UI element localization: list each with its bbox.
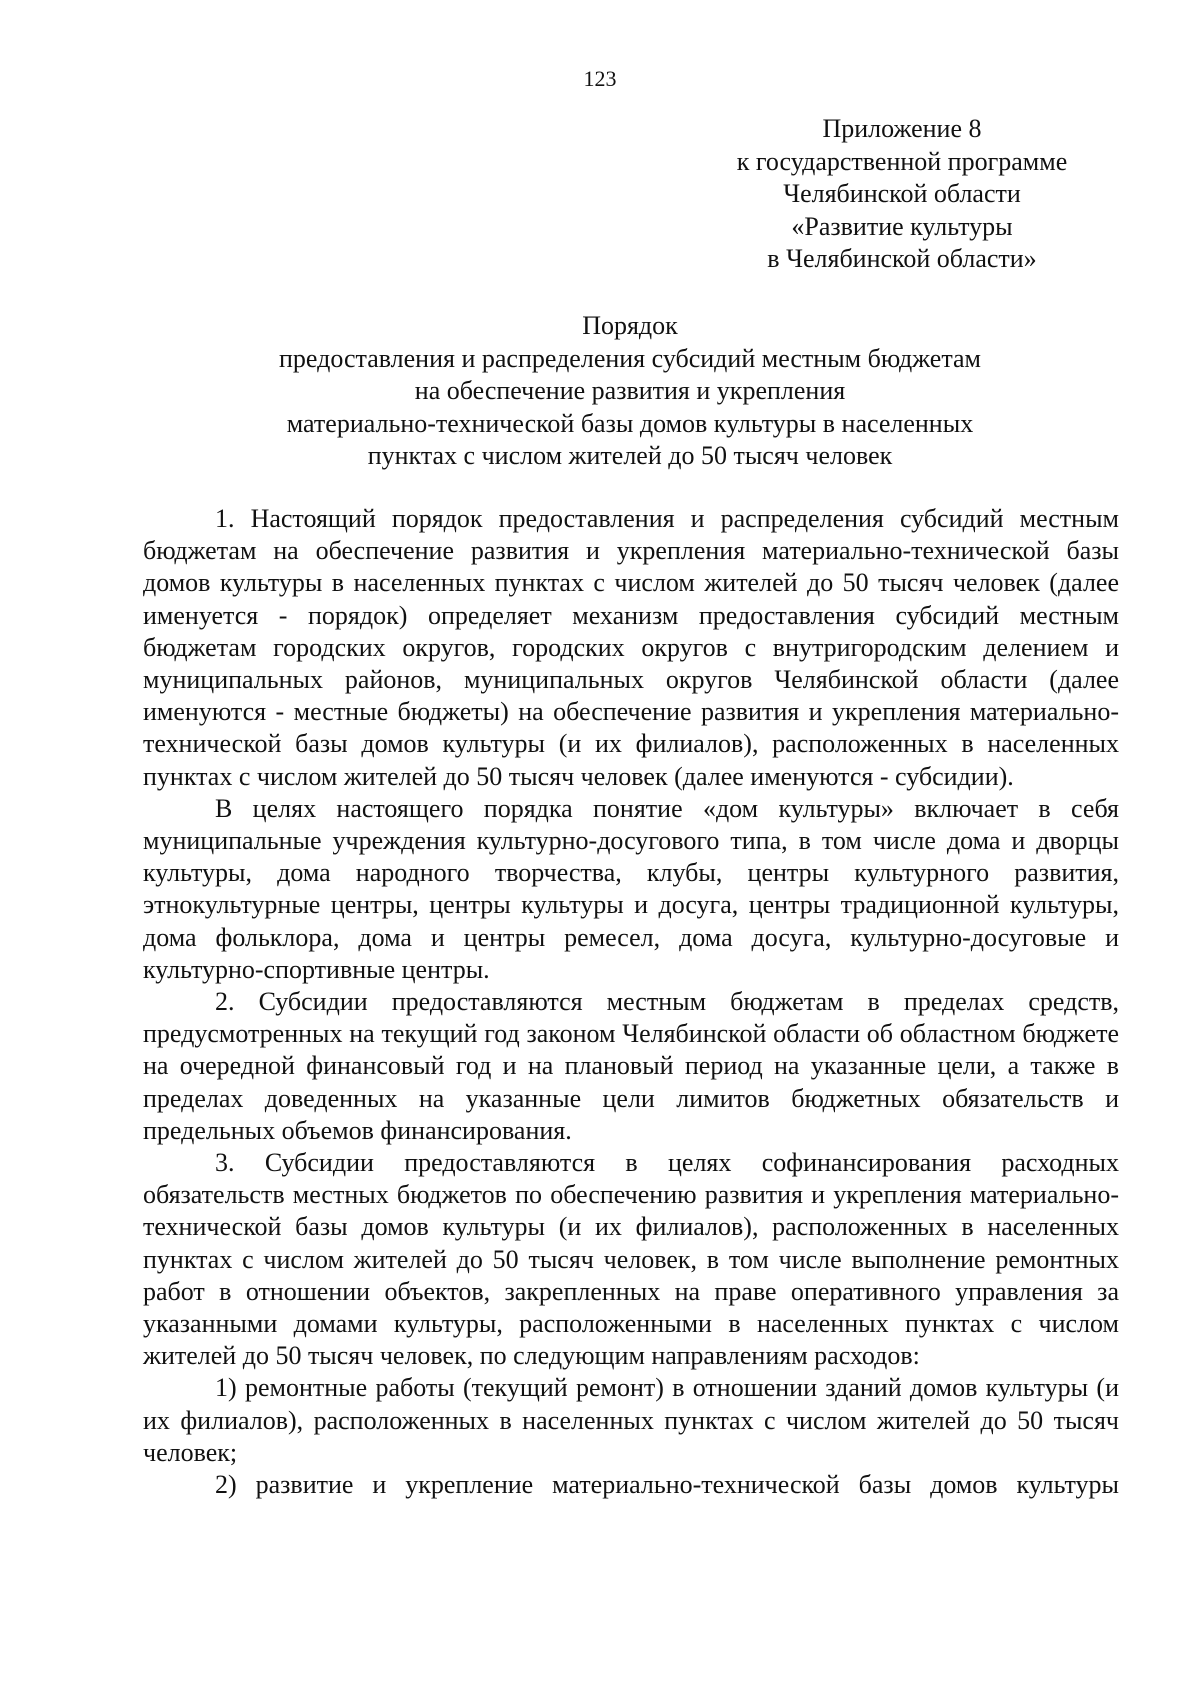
page-number: 123	[583, 66, 617, 91]
paragraph-6: 2) развитие и укрепление материально-технической базы домов культуры	[215, 1470, 1119, 1500]
document-title	[140, 310, 1120, 473]
paragraph-5: 1) ремонтные работы (текущий ремонт) в отношении зданий домов культуры (и их филиалов), расположенных в населенных пунктах с числом жителей до 50 тысяч человек;	[143, 1373, 1119, 1467]
title-line: Порядок	[582, 311, 678, 340]
paragraph-1: 1. Настоящий порядок предоставления и распределения субсидий местным бюджетам на обеспечение развития и укрепления материально-технической базы домов культуры в населенных пунктах с числом жителей до 50 тысяч человек (далее именуется - порядок) определяет механизм предоставления субсидий местным бюджетам городских округов, городских округов с внутригородским делением и муниципальных районов, муниципальных округов Челябинской области (далее именуются - местные бюджеты) на обеспечение развития и укрепления материально-технической базы домов культуры (и их филиалов), расположенных в населенных пунктах с числом жителей до 50 тысяч человек (далее именуются - субсидии).	[143, 504, 1119, 791]
appendix-line: в Челябинской области»	[767, 244, 1037, 273]
appendix-line: Челябинской области	[783, 179, 1021, 208]
appendix-line: к государственной программе	[736, 146, 1068, 176]
title-line: предоставления и распределения субсидий местным бюджетам	[278, 343, 982, 373]
paragraph-2: В целях настоящего порядка понятие «дом культуры» включает в себя муниципальные учреждения культурно-досугового типа, в том числе дома и дворцы культуры, дома народного творчества, клубы, центры культурного развития, этнокультурные центры, центры культуры и досуга, центры традиционной культуры, дома фольклора, дома и центры ремесел, дома досуга, культурно-досуговые и культурно-спортивные центры.	[143, 793, 1119, 984]
appendix-line: «Развитие культуры	[791, 211, 1013, 241]
title-line: материально-технической базы домов культуры в населенных	[286, 408, 974, 438]
document-body	[143, 503, 1119, 1501]
appendix-line: Приложение 8	[822, 114, 982, 143]
paragraph-4: 3. Субсидии предоставляются в целях софинансирования расходных обязательств местных бюджетов по обеспечению развития и укрепления материально-технической базы домов культуры (и их филиалов), расположенных в населенных пунктах с числом жителей до 50 тысяч человек, в том числе выполнение ремонтных работ в отношении объектов, закрепленных на праве оперативного управления за указанными домами культуры, расположенными в населенных пунктах с числом жителей до 50 тысяч человек, по следующим направлениям расходов:	[143, 1148, 1119, 1371]
title-line: пунктах с числом жителей до 50 тысяч человек	[367, 441, 893, 470]
appendix-reference	[712, 113, 1092, 276]
paragraph-3: 2. Субсидии предоставляются местным бюджетам в пределах средств, предусмотренных на текущий год законом Челябинской области об областном бюджете на очередной финансовый год и на плановый период на указанные цели, а также в пределах доведенных на указанные цели лимитов бюджетных обязательств и предельных объемов финансирования.	[143, 987, 1119, 1145]
title-line: на обеспечение развития и укрепления	[414, 376, 846, 405]
